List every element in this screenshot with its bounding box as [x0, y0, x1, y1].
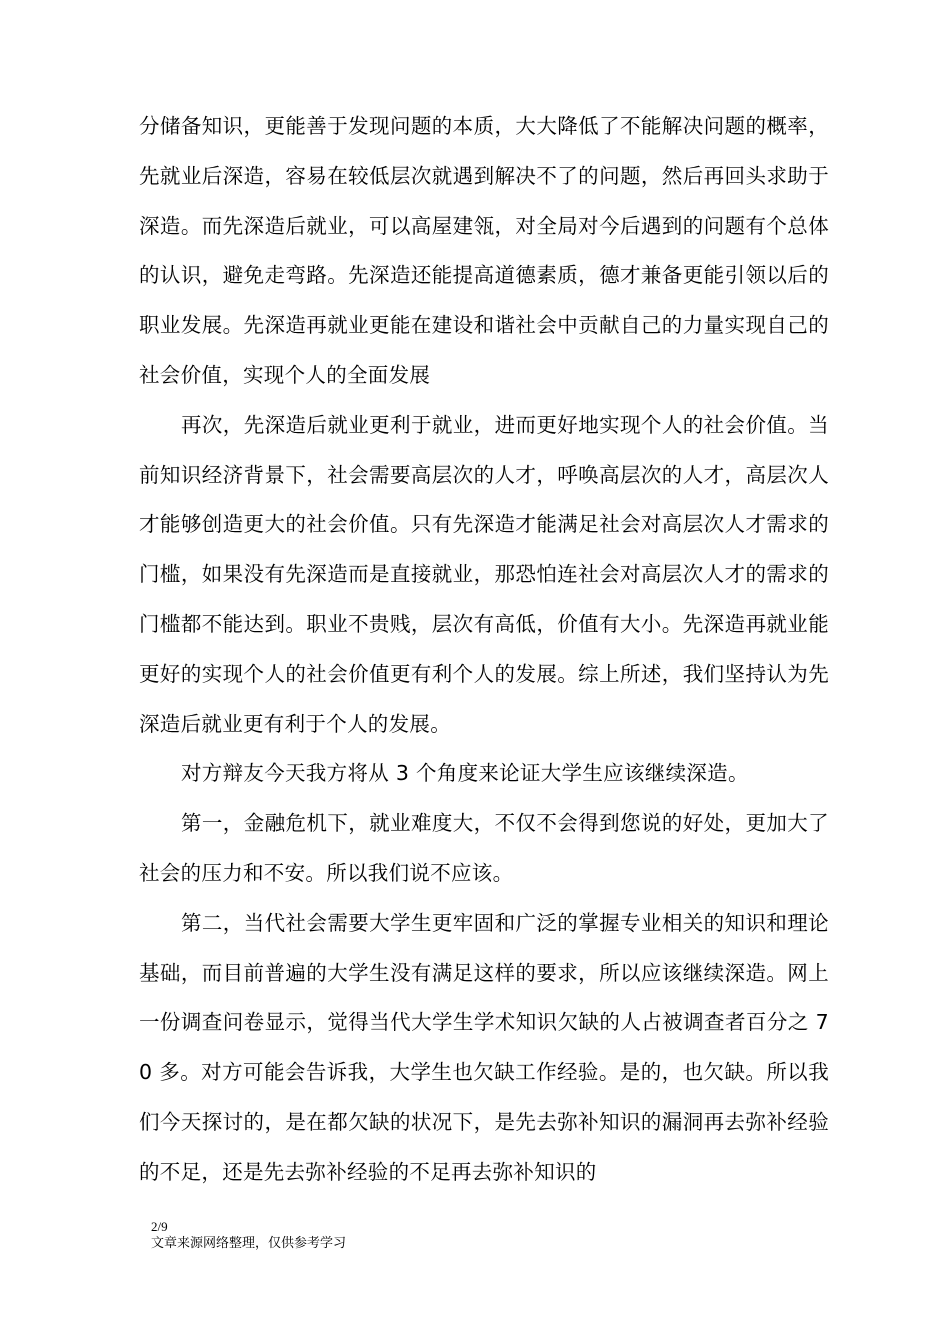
paragraph-4: 第一，金融危机下，就业难度大，不仅不会得到您说的好处，更加大了社会的压力和不安。所以我们说不应该。: [139, 811, 829, 885]
page-number: 2/9: [151, 1219, 168, 1234]
page-footer: [151, 1219, 551, 1253]
body-text: [139, 102, 829, 1198]
paragraph-1: 分储备知识，更能善于发现问题的本质，大大降低了不能解决问题的概率，先就业后深造，容易在较低层次就遇到解决不了的问题，然后再回头求助于深造。而先深造后就业，可以高屋建瓴，对全局对今后遇到的问题有个总体的认识，避免走弯路。先深造还能提高道德素质，德才兼备更能引领以后的职业发展。先深造再就业更能在建设和谐社会中贡献自己的力量实现自己的社会价值，实现个人的全面发展: [139, 114, 829, 387]
paragraph-3: 对方辩友今天我方将从 3 个角度来论证大学生应该继续深造。: [181, 761, 749, 786]
source-note: 文章来源网络整理，仅供参考学习: [151, 1236, 347, 1251]
paragraph-5: 第二，当代社会需要大学生更牢固和广泛的掌握专业相关的知识和理论基础，而目前普遍的大学生没有满足这样的要求，所以应该继续深造。网上一份调查问卷显示，觉得当代大学生学术知识欠缺的人占被调查者百分之 70 多。对方可能会告诉我，大学生也欠缺工作经验。是的，也欠缺。所以我们今天探讨的，是在都欠缺的状况下，是先去弥补知识的漏洞再去弥补经验的不足，还是先去弥补经验的不足再去弥补知识的: [139, 910, 829, 1184]
paragraph-2: 再次，先深造后就业更利于就业，进而更好地实现个人的社会价值。当前知识经济背景下，社会需要高层次的人才，呼唤高层次的人才，高层次人才能够创造更大的社会价值。只有先深造才能满足社会对高层次人才需求的门槛，如果没有先深造而是直接就业，那恐怕连社会对高层次人才的需求的门槛都不能达到。职业不贵贱，层次有高低，价值有大小。先深造再就业能更好的实现个人的社会价值更有利个人的发展。综上所述，我们坚持认为先深造后就业更有利于个人的发展。: [139, 412, 829, 736]
